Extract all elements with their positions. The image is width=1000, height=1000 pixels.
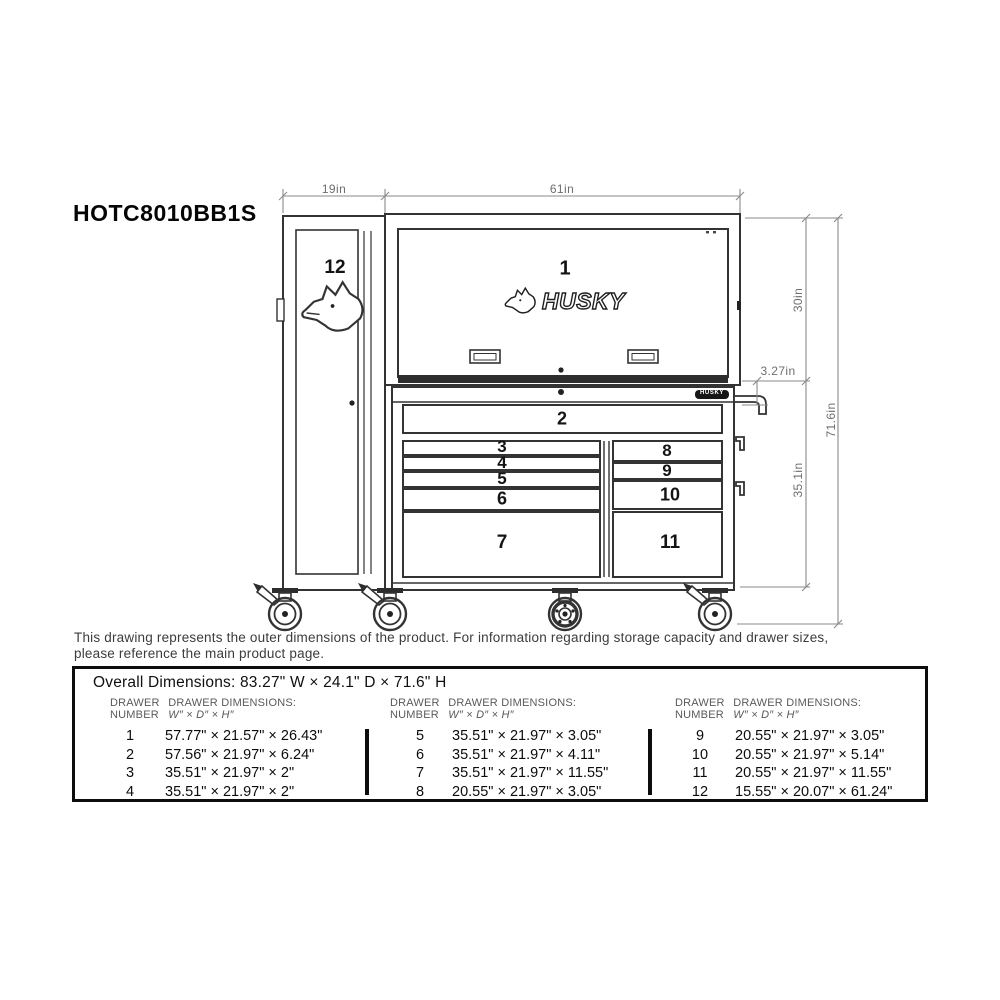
dim-total-height: 71.6in [824, 402, 838, 438]
table-row: 8 20.55" × 21.97" × 3.05" [415, 783, 602, 800]
table-row: 5 35.51" × 21.97" × 3.05" [415, 728, 602, 745]
table-divider [365, 729, 369, 795]
dim-cabinet-height: 35.1in [791, 462, 805, 498]
drawer-label-4: 4 [497, 453, 507, 472]
side-hook [736, 437, 744, 450]
caster-swivel [253, 583, 301, 630]
table-row: 1 57.77" × 21.57" × 26.43" [125, 728, 323, 745]
dim-hutch-height: 30in [791, 287, 805, 313]
footer-note-line2: please reference the main product page. [74, 646, 325, 661]
table-header-group2 [390, 697, 576, 721]
table-row: 9 20.55" × 21.97" × 3.05" [695, 728, 885, 745]
drawer-label-7: 7 [496, 532, 508, 553]
table-header-group3 [675, 697, 861, 721]
table-row: 12 15.55" × 20.07" × 61.24" [691, 783, 893, 800]
side-hook [736, 482, 744, 495]
table-row: 3 35.51" × 21.97" × 2" [125, 765, 295, 782]
drawer-label-3: 3 [497, 437, 507, 456]
drawer-label-10: 10 [659, 484, 681, 505]
model-number-title: HOTC8010BB1S [73, 200, 257, 226]
drawer-label-11: 11 [659, 532, 681, 553]
header-drawer-dimensions: DRAWER DIMENSIONS: W″ × D″ × H″ [168, 697, 297, 721]
header-drawer-number: DRAWER NUMBER [675, 697, 725, 721]
overall-dimensions: Overall Dimensions: 83.27" W × 24.1" D × 71.6" H [93, 674, 447, 691]
side-handle-and-hooks [734, 396, 766, 495]
husky-logo-wordmark [541, 286, 641, 316]
svg-text:HUSKY: HUSKY [542, 288, 626, 314]
footer-note-line1: This drawing represents the outer dimensions of the product. For information regarding storage capacity and drawer sizes, [74, 630, 829, 645]
drawer-label-12: 12 [324, 257, 346, 278]
header-drawer-dimensions: DRAWER DIMENSIONS: W″ × D″ × H″ [448, 697, 577, 721]
caster-swivel [358, 583, 406, 630]
header-drawer-dimensions: DRAWER DIMENSIONS: W″ × D″ × H″ [733, 697, 862, 721]
table-group-3 [675, 727, 892, 801]
header-drawer-number: DRAWER NUMBER [390, 697, 440, 721]
table-row: 2 57.56" × 21.97" × 6.24" [125, 746, 315, 763]
dim-gap-height: 3.27in [760, 364, 796, 378]
husky-logo [503, 286, 641, 316]
husky-dog-head-icon [302, 282, 362, 330]
table-row: 6 35.51" × 21.97" × 4.11" [415, 746, 601, 763]
table-row: 11 20.55" × 21.97" × 11.55" [692, 765, 892, 782]
husky-badge-label: HUSKY [699, 390, 725, 396]
drawer-label-6: 6 [496, 488, 508, 509]
table-group-1 [110, 727, 322, 801]
table-divider [648, 729, 652, 795]
drawer-label-9: 9 [662, 461, 672, 480]
drawer-label-5: 5 [497, 469, 507, 488]
table-row: 4 35.51" × 21.97" × 2" [125, 783, 295, 800]
drawer-label-2: 2 [556, 408, 568, 429]
dim-main-width: 61in [549, 182, 575, 196]
table-row: 10 20.55" × 21.97" × 5.14" [691, 746, 885, 763]
dim-locker-width: 19in [321, 182, 347, 196]
caster-fixed [549, 588, 581, 630]
drawer-label-1: 1 [559, 257, 571, 280]
table-group-2 [390, 727, 608, 801]
drawer-label-8: 8 [662, 441, 672, 460]
table-row: 7 35.51" × 21.97" × 11.55" [415, 765, 609, 782]
dimensions-table [72, 666, 928, 802]
caster-swivel [683, 583, 731, 630]
header-drawer-number: DRAWER NUMBER [110, 697, 160, 721]
table-header-group1 [110, 697, 296, 721]
husky-logo-dog-head-icon [503, 286, 539, 316]
